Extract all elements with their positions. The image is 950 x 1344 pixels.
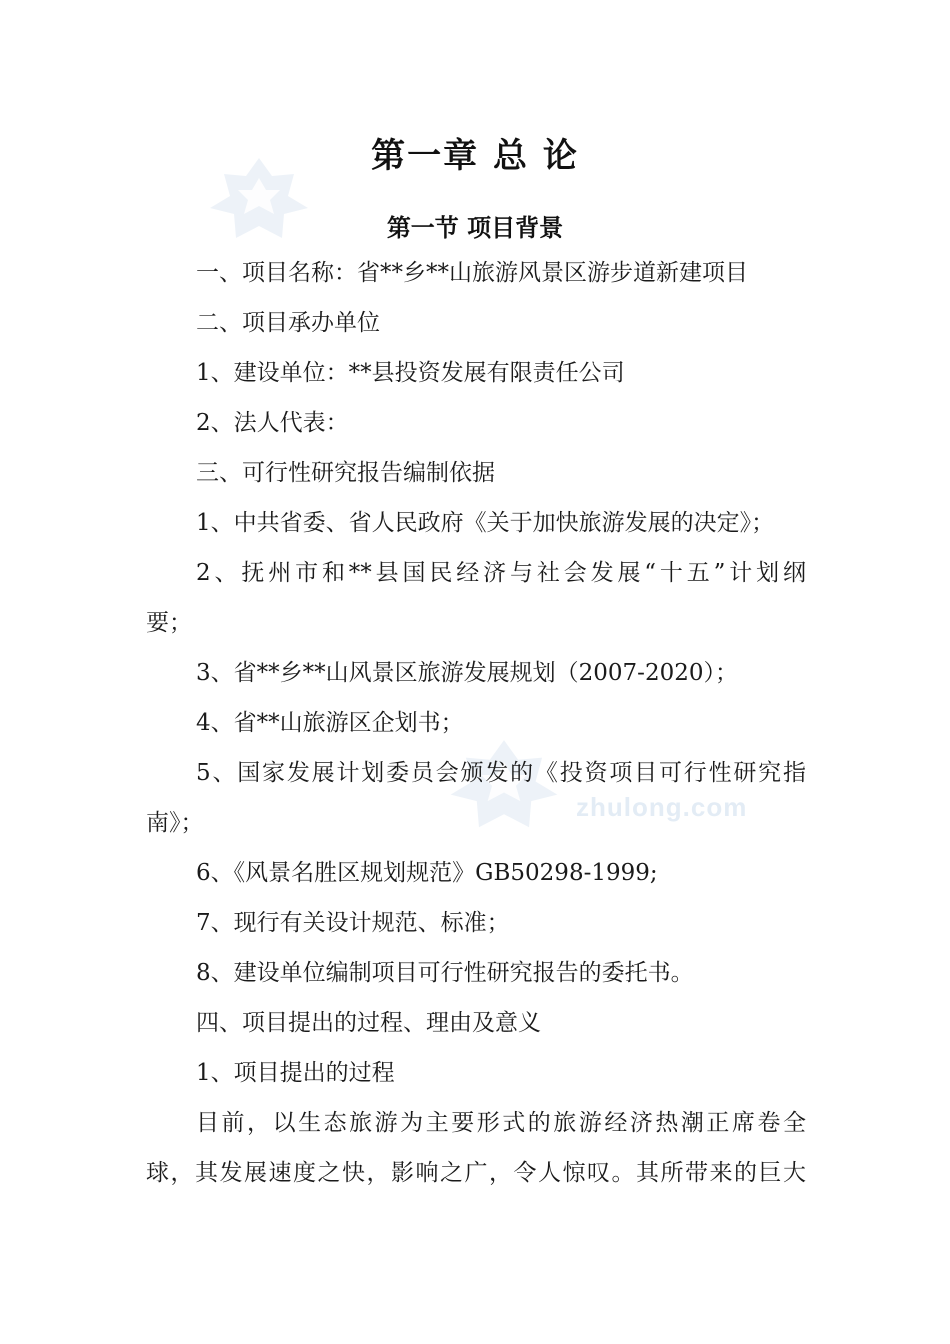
body-line: 3、省**乡**山风景区旅游发展规划（2007-2020）； bbox=[196, 660, 738, 686]
body-line: 南》； bbox=[146, 810, 204, 836]
section-title: 第一节 项目背景 bbox=[386, 213, 564, 242]
body-line: 2、抚州市和**县国民经济与社会发展“十五”计划纲 bbox=[196, 560, 806, 586]
body-line: 4、省**山旅游区企划书； bbox=[196, 710, 464, 736]
body-line: 目前，以生态旅游为主要形式的旅游经济热潮正席卷全 bbox=[196, 1110, 806, 1136]
chapter-title: 第一章 总 论 bbox=[371, 136, 579, 176]
body-line: 二、项目承办单位 bbox=[196, 310, 380, 336]
body-line: 1、建设单位：**县投资发展有限责任公司 bbox=[196, 360, 625, 386]
body-line: 8、建设单位编制项目可行性研究报告的委托书。 bbox=[196, 960, 694, 986]
body-line: 1、中共省委、省人民政府《关于加快旅游发展的决定》； bbox=[196, 510, 775, 536]
body-line: 7、现行有关设计规范、标准； bbox=[196, 910, 510, 936]
body-line: 三、可行性研究报告编制依据 bbox=[196, 460, 495, 486]
body-line: 5、国家发展计划委员会颁发的《投资项目可行性研究指 bbox=[196, 760, 806, 786]
body-line: 一、项目名称：省**乡**山旅游风景区游步道新建项目 bbox=[196, 260, 748, 286]
watermark-text: zhulong.com bbox=[576, 792, 748, 822]
body-line: 6、《风景名胜区规划规范》GB50298-1999; bbox=[196, 860, 658, 886]
body-line: 球，其发展速度之快，影响之广，令人惊叹。其所带来的巨大 bbox=[146, 1160, 806, 1186]
body-line: 1、项目提出的过程 bbox=[196, 1060, 395, 1086]
body-line: 要； bbox=[146, 610, 192, 636]
body-line: 2、法人代表： bbox=[196, 410, 349, 436]
body-line: 四、项目提出的过程、理由及意义 bbox=[196, 1010, 541, 1036]
